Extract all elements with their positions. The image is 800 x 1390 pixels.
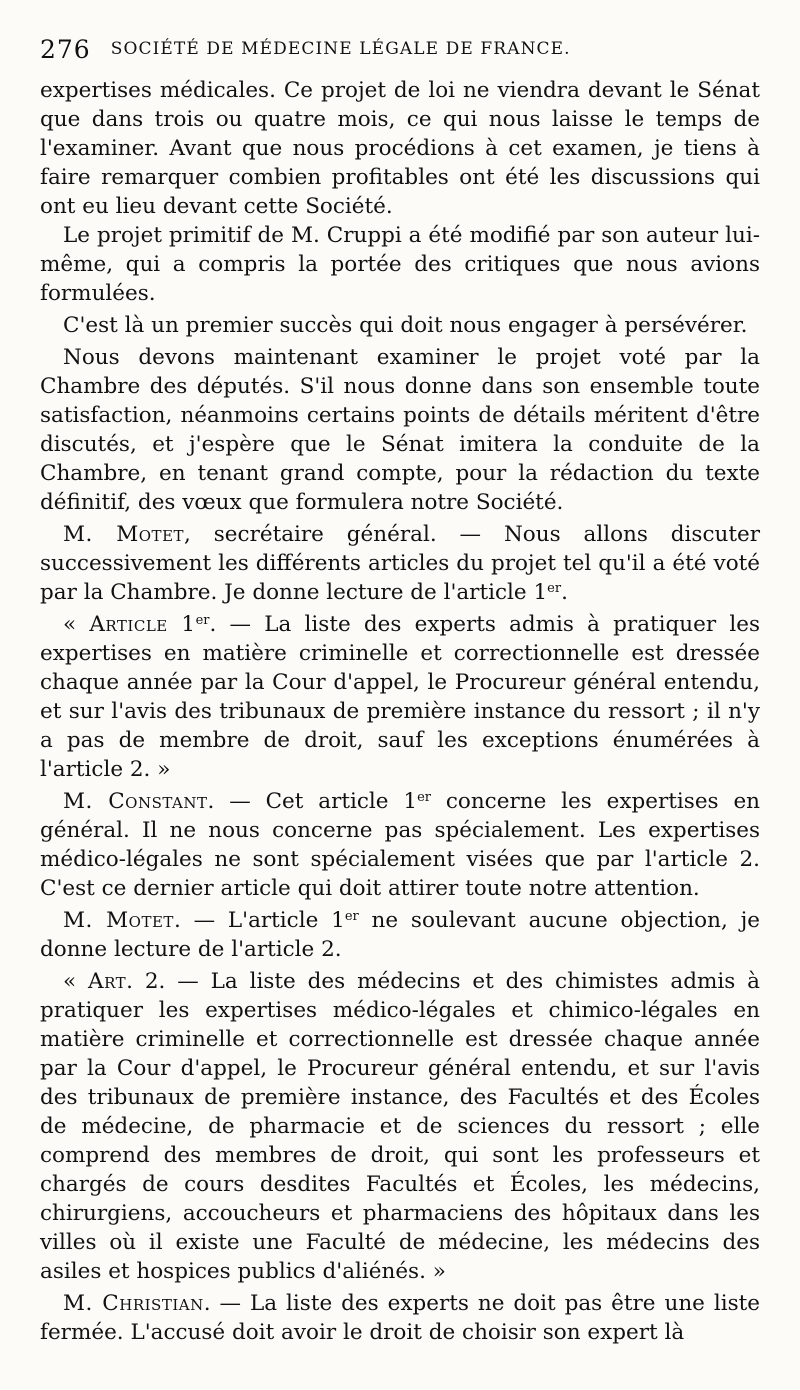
- running-header: [40, 26, 760, 72]
- article-label: Article 1: [89, 612, 196, 637]
- speech-text: . — La liste des experts ne doit pas être une liste fermée. L'accusé doit avoir le droit de choisir son expert là: [40, 1291, 760, 1345]
- ordinal-superscript: er: [547, 581, 562, 596]
- article-text: . 2. — La liste des médecins et des chimistes admis à pratiquer les expertises médico-légales et chimico-légales en matière criminelle et correctionnelle est dressée chaque année par la Cour d'appel, le Procureur général entendu, et sur l'avis des tribunaux de première instance, des Facultés et des Écoles de médecine, de pharmacie et de sciences du ressort ; elle comprend des membres de droit, qui sont les professeurs et chargés de cours desdites Facultés et Écoles, les médecins, chirurgiens, accoucheurs et pharmaciens des hôpitaux dans les villes où il existe une Faculté de médecine, les médecins des asiles et hospices publics d'aliénés. »: [40, 969, 760, 1284]
- ordinal-superscript: er: [417, 790, 431, 805]
- paragraph-2: Le projet primitif de M. Cruppi a été modifié par son auteur lui-même, qui a compris la portée des critiques que nous avions formulées.: [40, 223, 760, 306]
- paragraph-10: [40, 1289, 760, 1347]
- speaker-name: M. Motet: [63, 908, 174, 933]
- paragraph-7: [40, 787, 760, 903]
- ordinal-superscript: er: [195, 613, 210, 628]
- speech-text-end: .: [561, 580, 568, 605]
- opening-quote: «: [63, 612, 90, 637]
- speaker-name: M. Christian: [63, 1291, 204, 1316]
- running-title: SOCIÉTÉ DE MÉDECINE LÉGALE DE FRANCE.: [110, 39, 571, 59]
- ordinal-superscript: er: [344, 909, 359, 924]
- speech-text: . — Cet article 1: [207, 789, 418, 814]
- paragraph-1: expertises médicales. Ce projet de loi ne viendra devant le Sénat que dans trois ou quatre mois, ce qui nous laisse le temps de l'examiner. Avant que nous procédions à cet examen, je tiens à faire remarquer combien profitables ont été les discussions qui ont eu lieu devant cette Société.: [40, 78, 760, 219]
- article-label: Art: [88, 969, 127, 994]
- paragraph-8: [40, 906, 760, 964]
- speech-text-end: ne soulevant aucune objection, je donne lecture de l'article 2.: [40, 908, 760, 962]
- speaker-name: M. Constant: [63, 789, 208, 814]
- opening-quote: «: [63, 969, 89, 994]
- paragraph-4: Nous devons maintenant examiner le projet voté par la Chambre des députés. S'il nous donne dans son ensemble toute satisfaction, néanmoins certains points de détails méritent d'être discutés, et j'espère que le Sénat imitera la conduite de la Chambre, en tenant grand compte, pour la rédaction du texte définitif, des vœux que formulera notre Société.: [40, 345, 760, 515]
- paragraph-3: C'est là un premier succès qui doit nous engager à persévérer.: [63, 313, 748, 338]
- body-text: [40, 76, 760, 1347]
- article-text: . — La liste des experts admis à pratiquer les expertises en matière criminelle et correctionnelle est dressée chaque année par la Cour d'appel, le Procureur général entendu, et sur l'avis des tribunaux de première instance du ressort ; il n'y a pas de membre de droit, sauf les exceptions énumérées à l'article 2. »: [40, 612, 760, 782]
- page-number: 276: [40, 34, 91, 64]
- speech-text: . — L'article 1: [173, 908, 345, 933]
- speech-text-end: concerne les expertises en général. Il ne nous concerne pas spécialement. Les expertises médico-légales ne sont spécialement visées que par l'article 2. C'est ce dernier article qui doit attirer toute notre attention.: [40, 789, 761, 901]
- paragraph-9: [40, 967, 760, 1286]
- paragraph-5: [40, 520, 760, 607]
- speaker-name: M. Motet: [63, 522, 185, 547]
- paragraph-6: [40, 610, 760, 784]
- speech-text: , secrétaire général. — Nous allons discuter successivement les différents articles du projet tel qu'il a été voté par la Chambre. Je donne lecture de l'article 1: [40, 522, 760, 605]
